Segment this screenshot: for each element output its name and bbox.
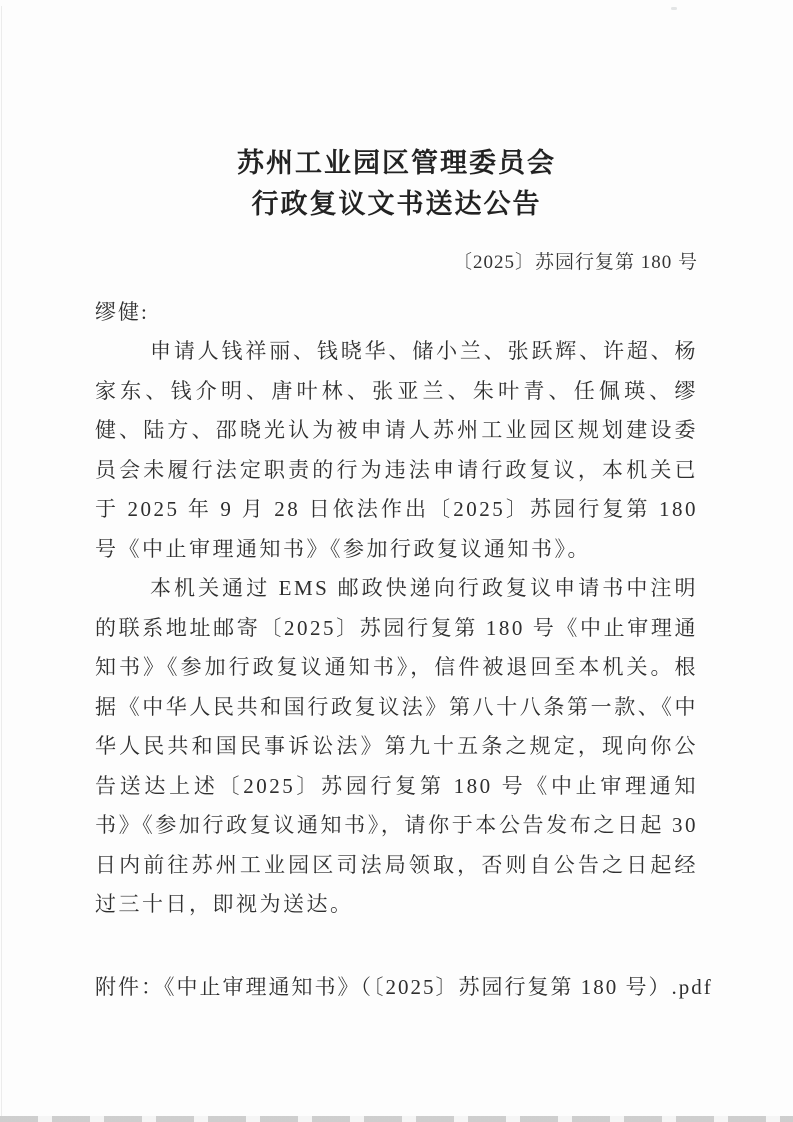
attachment-line bbox=[95, 967, 713, 1007]
salutation-recipient-name: 缪健: bbox=[95, 300, 149, 324]
body-paragraph-1: 申请人钱祥丽、钱晓华、储小兰、张跃辉、许超、杨家东、钱介明、唐叶林、张亚兰、朱叶青、任佩瑛、缪健、陆方、邵晓光认为被申请人苏州工业园区规划建设委员会未履行法定职责的行为违法申请行政复议，本机关已于 2025 年 9 月 28 日依法作出〔2025〕苏园行复第 180 号《中止审理通知书》《参加行政复议通知书》。 bbox=[95, 339, 698, 561]
document-number: 〔2025〕苏园行复第 180 号 bbox=[452, 252, 698, 273]
document-title bbox=[95, 143, 698, 225]
title-line-2: 行政复议文书送达公告 bbox=[251, 189, 542, 219]
attachment-label: 附件： bbox=[95, 974, 164, 999]
body-paragraph-2: 本机关通过 EMS 邮政快递向行政复议申请书中注明的联系地址邮寄〔2025〕苏园行复第 180 号《中止审理通知书》《参加行政复议通知书》，信件被退回至本机关。根据《中华人民共和国行政复议法》第八十八条第一款、《中华人民共和国民事诉讼法》第九十五条之规定，现向你公告送达上述〔2025〕苏园行复第 180 号《中止审理通知书》《参加行政复议通知书》，请你于本公告发布之日起 30 日内前往苏州工业园区司法局领取，否则自公告之日起经过三十日，即视为送达。 bbox=[95, 576, 698, 916]
title-line-1: 苏州工业园区管理委员会 bbox=[237, 148, 556, 178]
scan-speck-artifact bbox=[671, 7, 677, 10]
scan-bottom-edge-artifact bbox=[0, 1116, 793, 1122]
attachment-filename: 《中止审理通知书》（〔2025〕苏园行复第 180 号）.pdf bbox=[164, 974, 713, 999]
document-content bbox=[0, 143, 793, 1007]
